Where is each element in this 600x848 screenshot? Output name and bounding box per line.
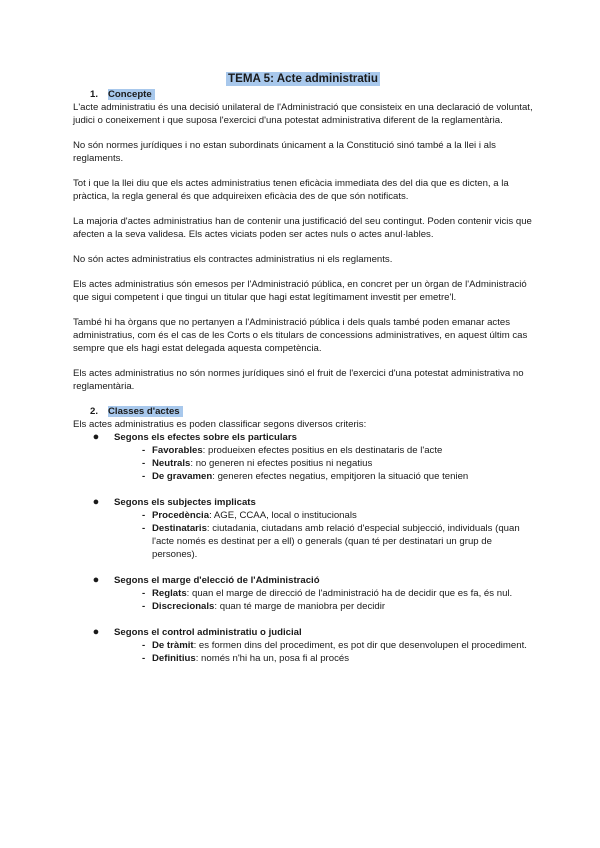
sub-list — [128, 509, 533, 561]
classification-list — [90, 431, 533, 665]
term: De gravamen — [152, 471, 213, 482]
paragraph: Tot i que la llei diu que els actes administratius tenen eficàcia immediata des del dia que es dicten, a la pràctica, la regla general és que adquireixen eficàcia des de que són notificats. — [73, 178, 509, 202]
paragraph: Els actes administratius són emesos per l'Administració pública, en concret per un òrgan de l'Administració que sigui competent i que tingui un titular que hagi estat legítimament investit per emetre'l. — [73, 279, 527, 303]
group-label: Segons el marge d'elecció de l'Administració — [114, 575, 320, 586]
document-title: TEMA 5: Acte administratiu — [228, 72, 378, 85]
bullet-icon: ● — [92, 574, 100, 586]
bullet-icon: ● — [92, 626, 100, 638]
term: Destinataris — [152, 523, 207, 534]
term: Reglats — [152, 588, 187, 599]
term-desc: : es formen dins del procediment, es pot dir que desenvolupen el procediment. — [193, 640, 527, 651]
term: Procedència — [152, 510, 210, 521]
paragraph: Els actes administratius no són normes jurídiques sinó el fruit de l'exercici d'una potestat administrativa no reglamentària. — [73, 368, 524, 392]
list-item — [128, 470, 533, 483]
group-label: Segons els subjectes implicats — [114, 497, 256, 508]
term-desc: : ciutadania, ciutadans amb relació d'especial subjecció, individuals (quan l'acte només es destinat per a ell) o generals (quan té per destinatari un grup de persones). — [152, 523, 520, 560]
list-item — [128, 639, 533, 652]
dash-icon: - — [142, 653, 146, 664]
sub-list — [128, 444, 533, 483]
bullet-icon: ● — [92, 431, 100, 443]
paragraph: No són actes administratius els contractes administratius ni els reglaments. — [73, 254, 393, 265]
sub-list — [128, 639, 533, 665]
list-item — [128, 509, 533, 522]
section-heading-classes — [90, 405, 533, 418]
group-label: Segons els efectes sobre els particulars — [114, 432, 297, 443]
bullet-icon: ● — [92, 496, 100, 508]
section-number: 2. — [90, 406, 99, 417]
term-desc: : quan el marge de direcció de l'administració ha de decidir que es fa, és nul. — [186, 588, 513, 599]
section-heading-concepte — [90, 88, 533, 101]
dash-icon: - — [142, 471, 146, 482]
list-item — [90, 496, 533, 561]
list-item — [128, 522, 533, 561]
group-label: Segons el control administratiu o judicial — [114, 627, 302, 638]
paragraph: No són normes jurídiques i no estan subordinats únicament a la Constitució sinó també a la llei i als reglaments. — [73, 140, 496, 164]
term-desc: : només n'hi ha un, posa fi al procés — [195, 653, 350, 664]
term: Neutrals — [152, 458, 191, 469]
section-number: 1. — [90, 89, 99, 100]
section-intro: Els actes administratius es poden classificar segons diversos criteris: — [73, 419, 367, 430]
paragraph: L'acte administratiu és una decisió unilateral de l'Administració que consisteix en una declaració de voluntat, judici o coneixement i que suposa l'exercici d'una potestat administrativa diferent de la reglamentària. — [73, 102, 533, 126]
spacer — [90, 561, 533, 574]
dash-icon: - — [142, 510, 146, 521]
dash-icon: - — [142, 640, 146, 651]
paragraph: També hi ha òrgans que no pertanyen a l'Administració pública i dels quals també poden emanar actes administratius, com és el cas de les Corts o els titulars de concessions administratives, en aquest últim cas sempre que els hagi estat delegada aquesta competència. — [73, 317, 528, 354]
term: Definitius — [152, 653, 196, 664]
document-page — [73, 72, 533, 665]
term: De tràmit — [152, 640, 194, 651]
section-heading-text: Concepte — [108, 89, 155, 100]
list-item — [128, 600, 533, 613]
sub-list — [128, 587, 533, 613]
term-desc: : no generen ni efectes positius ni negatius — [190, 458, 373, 469]
list-item — [90, 431, 533, 483]
term-desc: : generen efectes negatius, empitjoren la situació que tenien — [212, 471, 469, 482]
dash-icon: - — [142, 523, 146, 534]
term-desc: : produeixen efectes positius en els destinataris de l'acte — [202, 445, 443, 456]
list-item — [128, 457, 533, 470]
dash-icon: - — [142, 601, 146, 612]
term-desc: : quan té marge de maniobra per decidir — [214, 601, 386, 612]
list-item — [128, 444, 533, 457]
spacer — [90, 613, 533, 626]
dash-icon: - — [142, 458, 146, 469]
list-item — [90, 574, 533, 613]
list-item — [128, 652, 533, 665]
term-desc: : AGE, CCAA, local o institucionals — [209, 510, 357, 521]
term: Favorables — [152, 445, 203, 456]
term: Discrecionals — [152, 601, 215, 612]
section-heading-text: Classes d'actes — [108, 406, 183, 417]
paragraph: La majoria d'actes administratius han de contenir una justificació del seu contingut. Poden contenir vicis que afecten a la seva validesa. Els actes viciats poden ser actes nuls o actes anul·lables. — [73, 216, 532, 240]
list-item — [90, 626, 533, 665]
dash-icon: - — [142, 445, 146, 456]
title-wrap — [73, 72, 533, 86]
list-item — [128, 587, 533, 600]
dash-icon: - — [142, 588, 146, 599]
spacer — [90, 483, 533, 496]
